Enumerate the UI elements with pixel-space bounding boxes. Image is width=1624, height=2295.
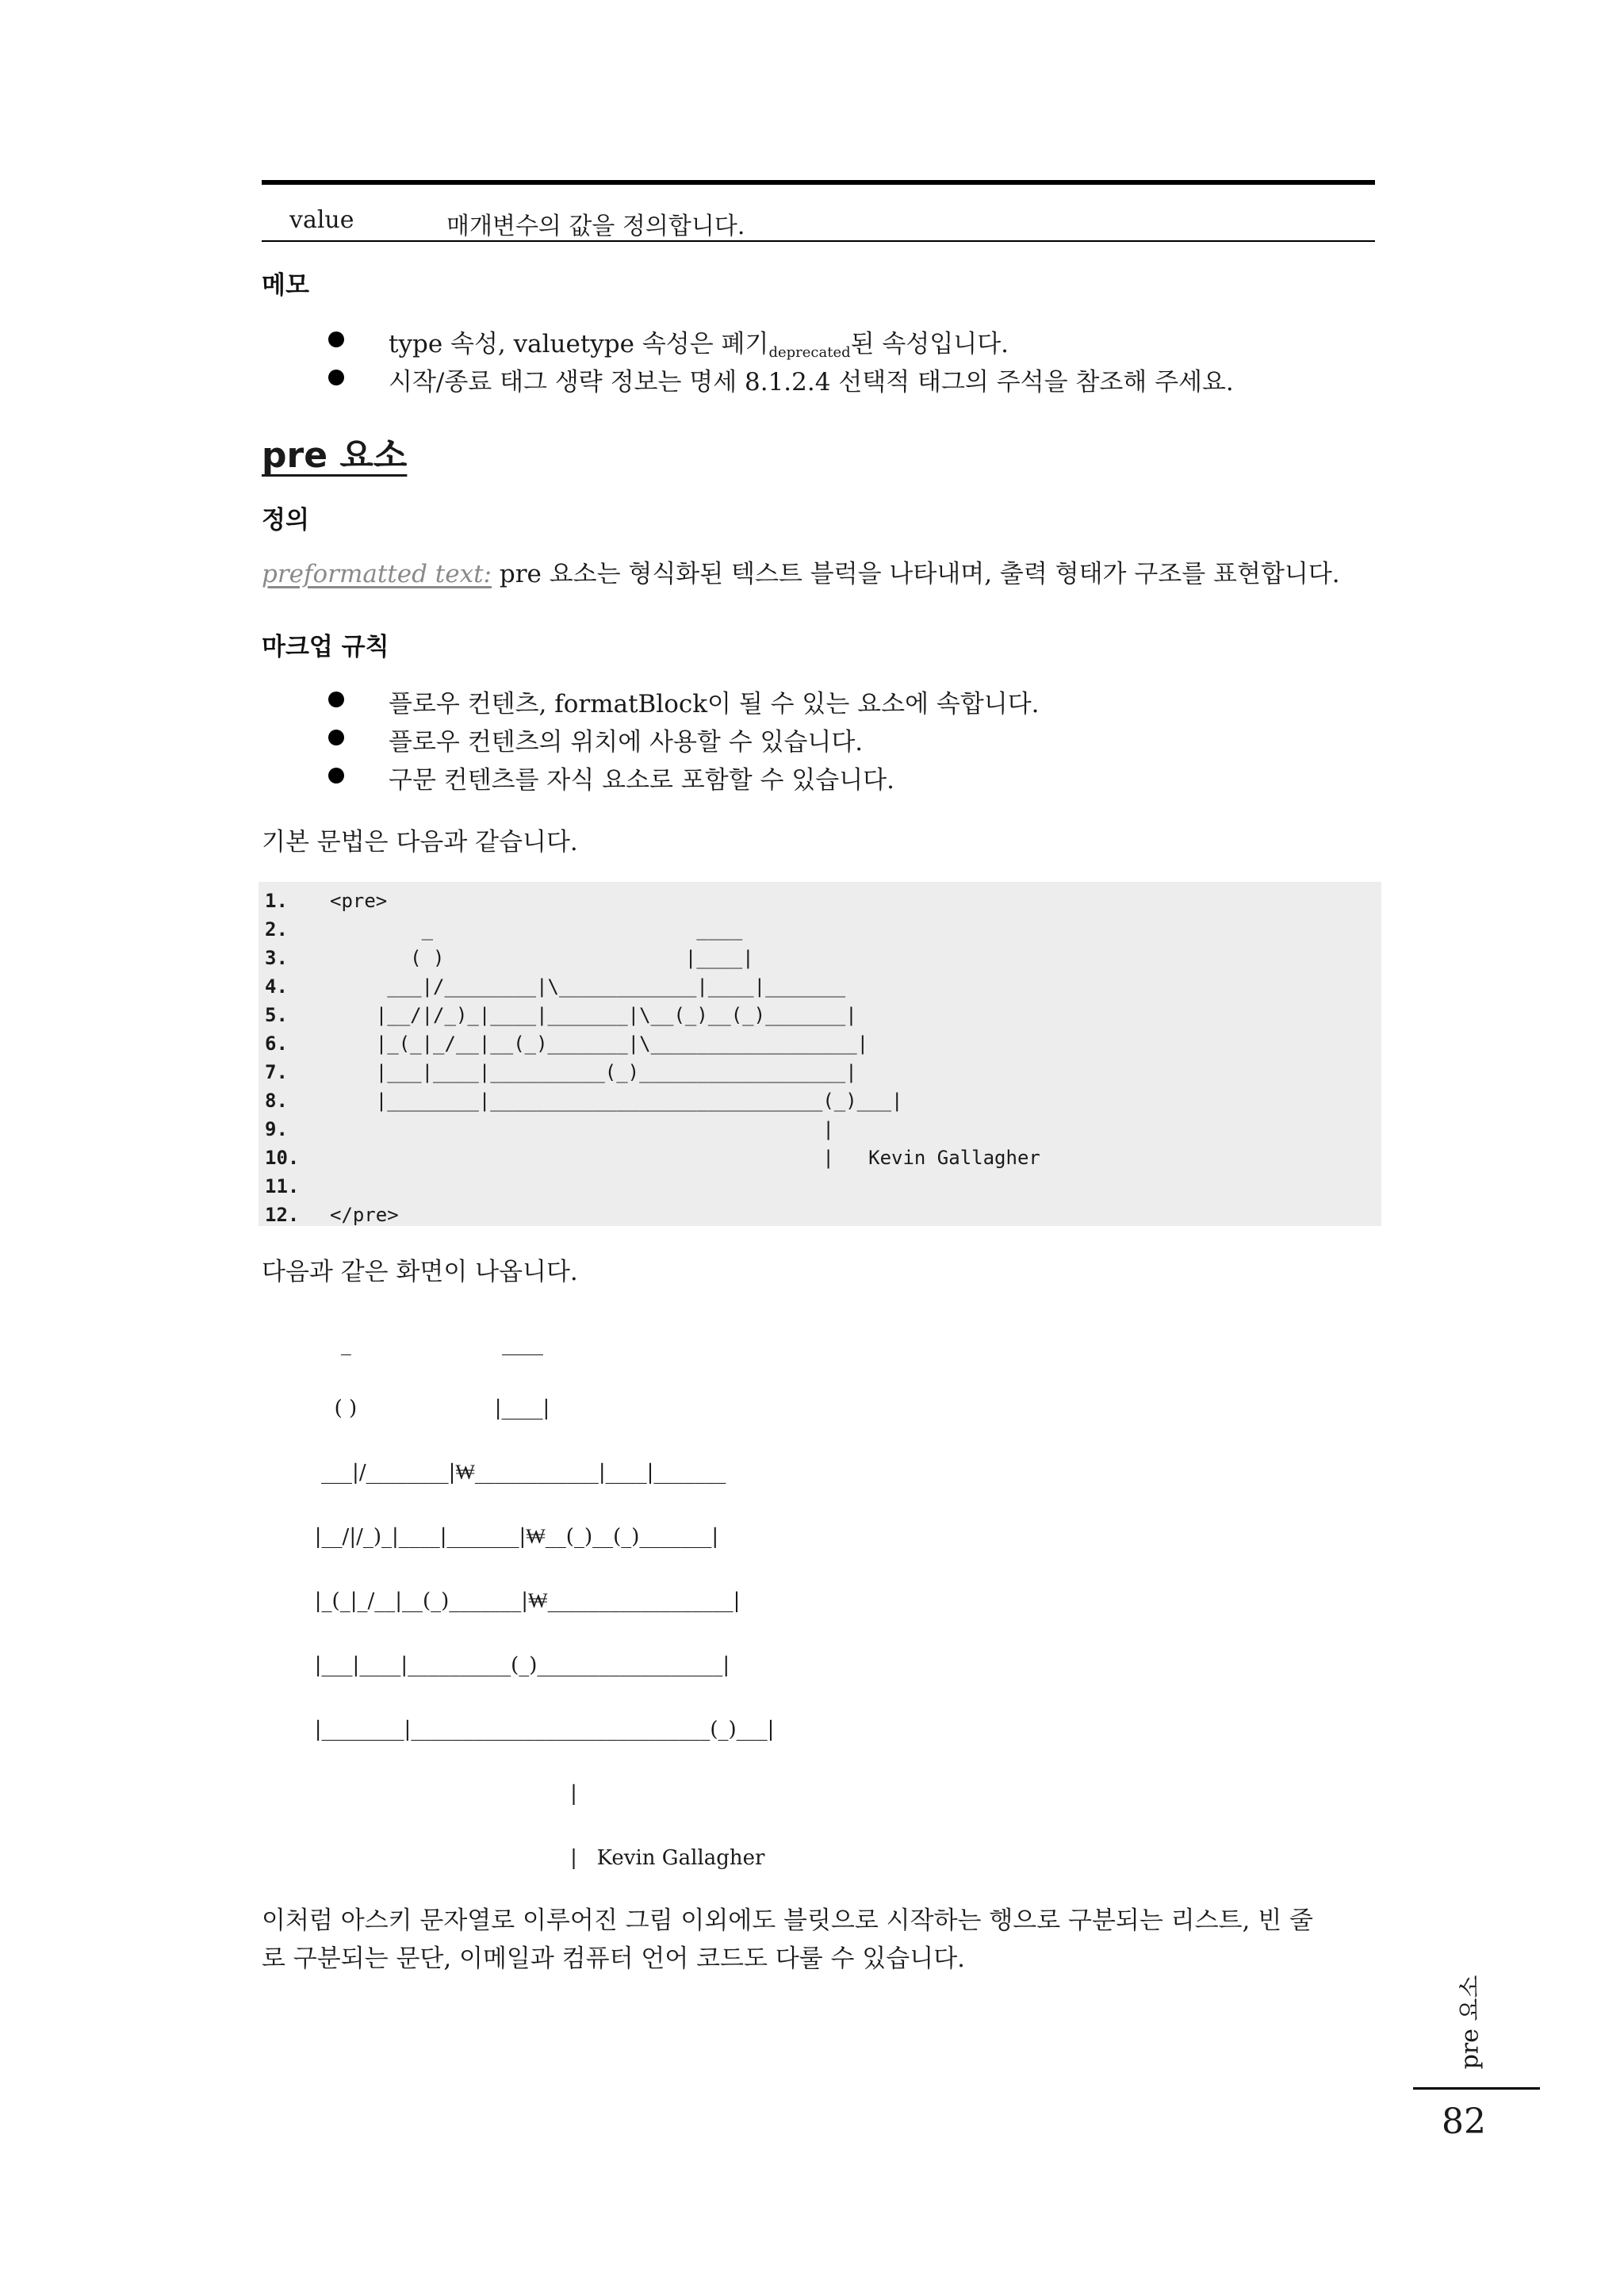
- side-section-label: pre 요소: [1456, 1975, 1484, 2070]
- param-name: value: [289, 206, 354, 234]
- definition-text: preformatted text: pre 요소는 형식화된 텍스트 블럭을 나타내며, 출력 형태가 구조를 표현합니다.: [262, 560, 1340, 588]
- closing-paragraph-line-1: 이처럼 아스키 문자열로 이루어진 그림 이외에도 블릿으로 시작하는 행으로 구분되는 리스트, 빈 줄: [262, 1906, 1313, 1935]
- table-bottom-rule: [262, 240, 1375, 242]
- code-line: 12. </pre>: [265, 1204, 399, 1226]
- code-line: 8. |________|_____________________________(_)___|: [265, 1090, 903, 1112]
- markup-item-2: 플로우 컨텐츠의 위치에 사용할 수 있습니다.: [389, 722, 863, 757]
- side-rule: [1413, 2087, 1540, 2090]
- definition-heading: 정의: [262, 506, 309, 534]
- markup-item-1: 플로우 컨텐츠, formatBlock이 될 수 있는 요소에 속합니다.: [389, 684, 1040, 719]
- bullet-dot-icon: [328, 730, 344, 745]
- closing-paragraph-line-2: 로 구분되는 문단, 이메일과 컴퓨터 언어 코드도 다룰 수 있습니다.: [262, 1944, 965, 1973]
- param-description: 매개변수의 값을 정의합니다.: [446, 213, 745, 240]
- code-line: 10. | Kevin Gallagher: [265, 1147, 1040, 1169]
- code-line: 3. ( ) |____|: [265, 947, 754, 969]
- memo-item-2: 시작/종료 태그 생략 정보는 명세 8.1.2.4 선택적 태그의 주석을 참조해 주세요.: [389, 362, 1234, 397]
- code-line: 7. |___|____|__________(_)__________________|: [265, 1061, 857, 1083]
- definition-term: preformatted text:: [262, 560, 492, 588]
- code-line: 5. |__/|/_)_|____|_______|\__(_)__(_)_______|: [265, 1004, 857, 1026]
- ascii-art-output: _ ____ ( ) |____| ___|/________|₩____________|____|_______ |__/|/_)_|____|_______|₩__(_)__(_)_______| |_(_|_/__|__(_)_______|₩__________________| |___|____|__________(_)__________________| |________|_____________________________(_)___| | | Kevin Gallagher: [314, 1332, 775, 1870]
- code-line: 2. _ ____: [265, 918, 743, 941]
- markup-item-3: 구문 컨텐츠를 자식 요소로 포함할 수 있습니다.: [389, 760, 894, 795]
- bullet-dot-icon: [328, 370, 344, 385]
- code-block: [259, 882, 1381, 1226]
- top-rule: [262, 180, 1375, 185]
- result-intro: 다음과 같은 화면이 나옵니다.: [262, 1258, 578, 1286]
- section-title: pre 요소: [262, 435, 408, 476]
- code-line: 4. ___|/________|\____________|____|_______: [265, 975, 846, 998]
- memo-item-1: type 속성, valuetype 속성은 폐기$_{deprecated}$된 속성입니다.: [389, 324, 1009, 361]
- memo-heading: 메모: [262, 271, 309, 300]
- code-line: 11.: [265, 1175, 300, 1197]
- bullet-dot-icon: [328, 331, 344, 347]
- code-line: 9. |: [265, 1118, 834, 1140]
- markup-rules-heading: 마크업 규칙: [262, 633, 389, 661]
- code-line: 1. <pre>: [265, 890, 388, 912]
- syntax-intro: 기본 문법은 다음과 같습니다.: [262, 828, 578, 856]
- code-line: 6. |_(_|_/__|__(_)_______|\__________________|: [265, 1033, 869, 1055]
- bullet-dot-icon: [328, 692, 344, 707]
- bullet-dot-icon: [328, 768, 344, 784]
- page-number: 82: [1442, 2102, 1486, 2142]
